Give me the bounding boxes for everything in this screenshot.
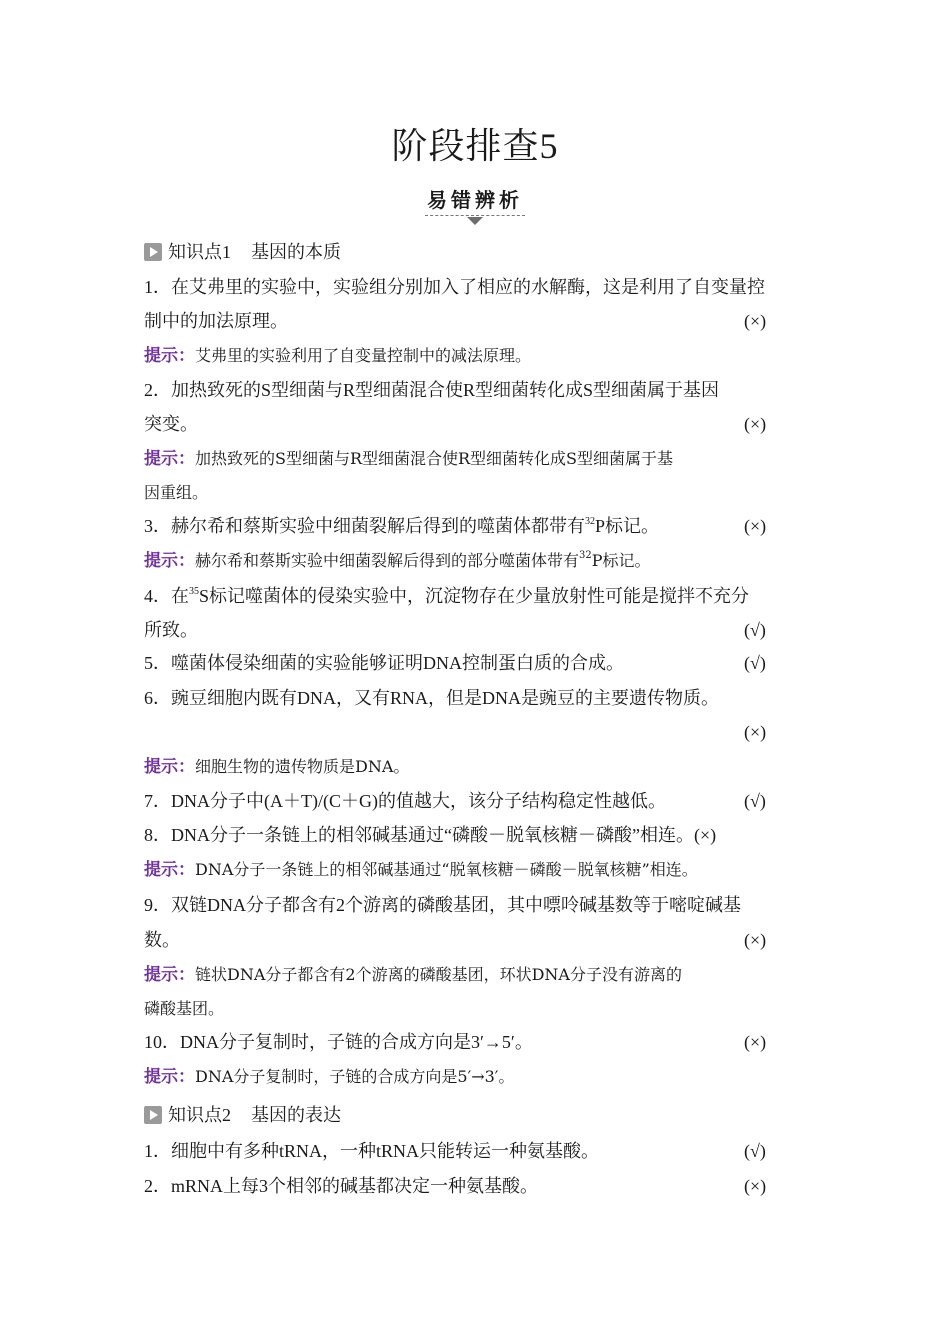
hint-text: 艾弗里的实验利用了自变量控制中的减法原理。: [195, 346, 532, 365]
section-subtitle: [0, 186, 950, 214]
question-10: 10．DNA分子复制时，子链的合成方向是3′→5′。: [144, 1032, 533, 1052]
hint-2-line-2: 因重组。: [144, 483, 209, 502]
hint-text: 细胞生物的遗传物质是DNA。: [195, 757, 410, 776]
question-text: 4．在: [144, 586, 189, 606]
answer-mark: (×): [744, 516, 767, 536]
question-5: 5．噬菌体侵染细菌的实验能够证明DNA控制蛋白质的合成。: [144, 653, 624, 673]
play-icon: [144, 1106, 162, 1124]
hint-9-line-1: [144, 958, 810, 992]
s2-question-2: 2．mRNA上每3个相邻的碱基都决定一种氨基酸。: [144, 1176, 539, 1196]
superscript: 32: [585, 516, 595, 527]
section-label: 知识点1: [168, 242, 231, 262]
question-text: P标记。: [595, 516, 660, 536]
question-3: [144, 509, 810, 543]
answer-mark: (√): [744, 620, 766, 640]
hint-6: [144, 750, 810, 784]
hint-3: [144, 544, 810, 578]
hint-9-line-2: 磷酸基团。: [144, 999, 225, 1018]
superscript: 35: [189, 586, 199, 597]
question-text: S标记噬菌体的侵染实验中，沉淀物存在少量放射性可能是搅拌不充分: [199, 586, 750, 606]
question-9-line-2: 数。: [144, 930, 180, 950]
answer-mark: (√): [744, 791, 766, 811]
superscript: 32: [579, 550, 592, 561]
answer-mark: (×): [744, 930, 767, 950]
play-icon: [144, 243, 162, 261]
question-2-line-1: 2．加热致死的S型细菌与R型细菌混合使R型细菌转化成S型细菌属于基因: [144, 380, 720, 400]
question-6: 6．豌豆细胞内既有DNA，又有RNA，但是DNA是豌豆的主要遗传物质。: [144, 688, 719, 708]
page-title: 阶段排查5: [391, 126, 559, 166]
hint-1: [144, 339, 810, 373]
answer-mark: (×): [744, 311, 767, 331]
hint-text: 赫尔希和蔡斯实验中细菌裂解后得到的部分噬菌体带有: [195, 551, 580, 570]
question-2-line-2: 突变。: [144, 414, 198, 434]
subtitle-underline: [425, 215, 525, 216]
answer-mark: (×): [744, 722, 767, 742]
hint-label: 提示：: [144, 346, 195, 366]
question-4-line-1: [144, 579, 810, 613]
answer-mark: (√): [744, 1141, 766, 1161]
section-heading-2: [144, 1098, 810, 1132]
subtitle-text: 易错辨析: [427, 188, 523, 212]
question-7: 7．DNA分子中(A＋T)/(C＋G)的值越大，该分子结构稳定性越低。: [144, 791, 666, 811]
question-text: 3．赫尔希和蔡斯实验中细菌裂解后得到的噬菌体都带有: [144, 516, 585, 536]
question-1-line-1: 1．在艾弗里的实验中，实验组分别加入了相应的水解酶，这是利用了自变量控: [144, 277, 765, 297]
hint-label: 提示：: [144, 860, 195, 880]
hint-label: 提示：: [144, 757, 195, 777]
question-9-line-1: 9．双链DNA分子都含有2个游离的磷酸基团，其中嘌呤碱基数等于嘧啶碱基: [144, 895, 741, 915]
hint-10: [144, 1060, 810, 1094]
answer-mark: (×): [744, 1176, 767, 1196]
question-1-line-2: 制中的加法原理。: [144, 311, 288, 331]
answer-mark: (×): [744, 414, 767, 434]
hint-label: 提示：: [144, 1067, 195, 1087]
answer-mark: (√): [744, 653, 766, 673]
hint-text: DNA分子一条链上的相邻碱基通过“脱氧核糖－磷酸－脱氧核糖”相连。: [195, 860, 698, 879]
section-name: 基因的表达: [251, 1105, 341, 1125]
hint-text: P标记。: [591, 551, 651, 570]
hint-label: 提示：: [144, 449, 195, 469]
hint-text: 加热致死的S型细菌与R型细菌混合使R型细菌转化成S型细菌属于基: [195, 449, 674, 468]
hint-label: 提示：: [144, 965, 195, 985]
hint-text: DNA分子复制时，子链的合成方向是5′→3′。: [195, 1067, 515, 1086]
section-label: 知识点2: [168, 1105, 231, 1125]
down-arrow-icon: [467, 217, 483, 225]
s2-question-1: 1．细胞中有多种tRNA，一种tRNA只能转运一种氨基酸。: [144, 1141, 600, 1161]
question-8: 8．DNA分子一条链上的相邻碱基通过“磷酸－脱氧核糖－磷酸”相连。(×): [144, 825, 717, 845]
question-4-line-2: 所致。: [144, 620, 198, 640]
hint-2-line-1: [144, 442, 810, 476]
hint-text: 链状DNA分子都含有2个游离的磷酸基团，环状DNA分子没有游离的: [195, 965, 682, 984]
section-heading-1: [144, 235, 810, 269]
answer-mark: (×): [744, 1032, 767, 1052]
hint-label: 提示：: [144, 551, 195, 571]
section-name: 基因的本质: [251, 242, 341, 262]
hint-8: [144, 853, 810, 887]
